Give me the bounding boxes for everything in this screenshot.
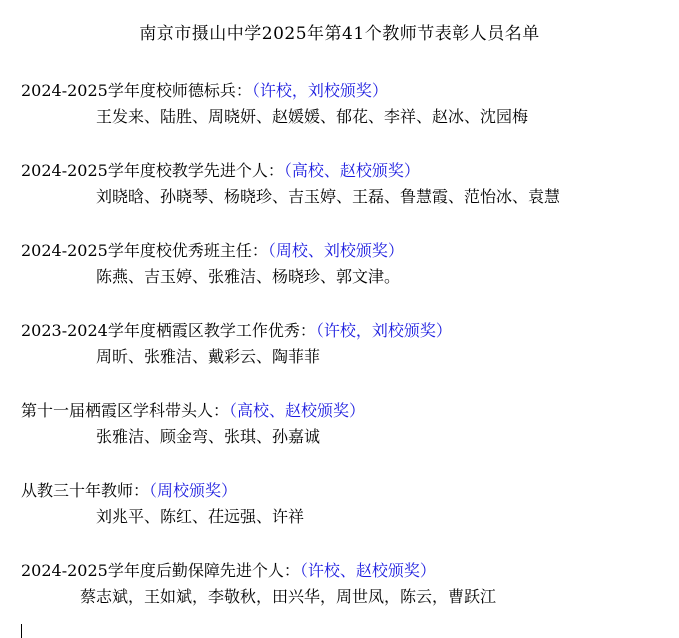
recipient-names: 陈燕、吉玉婷、张雅洁、杨晓珍、郭文津。: [96, 267, 401, 286]
section-heading-text: 从教三十年教师：: [21, 481, 150, 500]
recipient-names: 王发来、陆胜、周晓妍、赵媛媛、郁花、李祥、赵冰、沈园梅: [96, 107, 529, 126]
section-heading: [21, 400, 365, 422]
section-heading-text: 2024-2025学年度校教学先进个人：: [21, 161, 284, 180]
recipient-names: 蔡志斌，王如斌，李敬秋，田兴华，周世凤，陈云，曹跃江: [80, 587, 497, 606]
presenter-note: （周校、刘校颁奖）: [267, 241, 404, 260]
text-cursor[interactable]: [21, 624, 22, 638]
section-heading-text: 2024-2025学年度校优秀班主任：: [21, 241, 268, 260]
document-title: 南京市摄山中学2025年第41个教师节表彰人员名单: [139, 24, 540, 44]
section-heading: [21, 240, 404, 262]
section-heading-text: 2023-2024学年度栖霞区教学工作优秀：: [21, 321, 316, 340]
presenter-note: （许校、赵校颁奖）: [299, 561, 436, 580]
section-heading-text: 2024-2025学年度校师德标兵：: [21, 81, 252, 100]
recipient-names: 周昕、张雅洁、戴彩云、陶菲菲: [96, 347, 321, 366]
recipient-names: 张雅洁、顾金弯、张琪、孙嘉诚: [96, 427, 321, 446]
recipient-names: 刘兆平、陈红、茌远强、许祥: [96, 507, 305, 526]
presenter-note: （周校颁奖）: [149, 481, 238, 500]
section-heading-text: 2024-2025学年度后勤保障先进个人：: [21, 561, 300, 580]
section-heading: [21, 560, 436, 582]
recipient-names: 刘晓晗、孙晓琴、杨晓珍、吉玉婷、王磊、鲁慧霞、范怡冰、袁慧: [96, 187, 561, 206]
presenter-note: （许校，刘校颁奖）: [315, 321, 452, 340]
section-heading-text: 第十一届栖霞区学科带头人：: [21, 401, 230, 420]
section-heading: [21, 320, 452, 342]
presenter-note: （高校、赵校颁奖）: [283, 161, 420, 180]
section-heading: [21, 480, 237, 502]
section-heading: [21, 160, 420, 182]
presenter-note: （许校，刘校颁奖）: [251, 81, 388, 100]
presenter-note: （高校、赵校颁奖）: [229, 401, 366, 420]
section-heading: [21, 80, 388, 102]
